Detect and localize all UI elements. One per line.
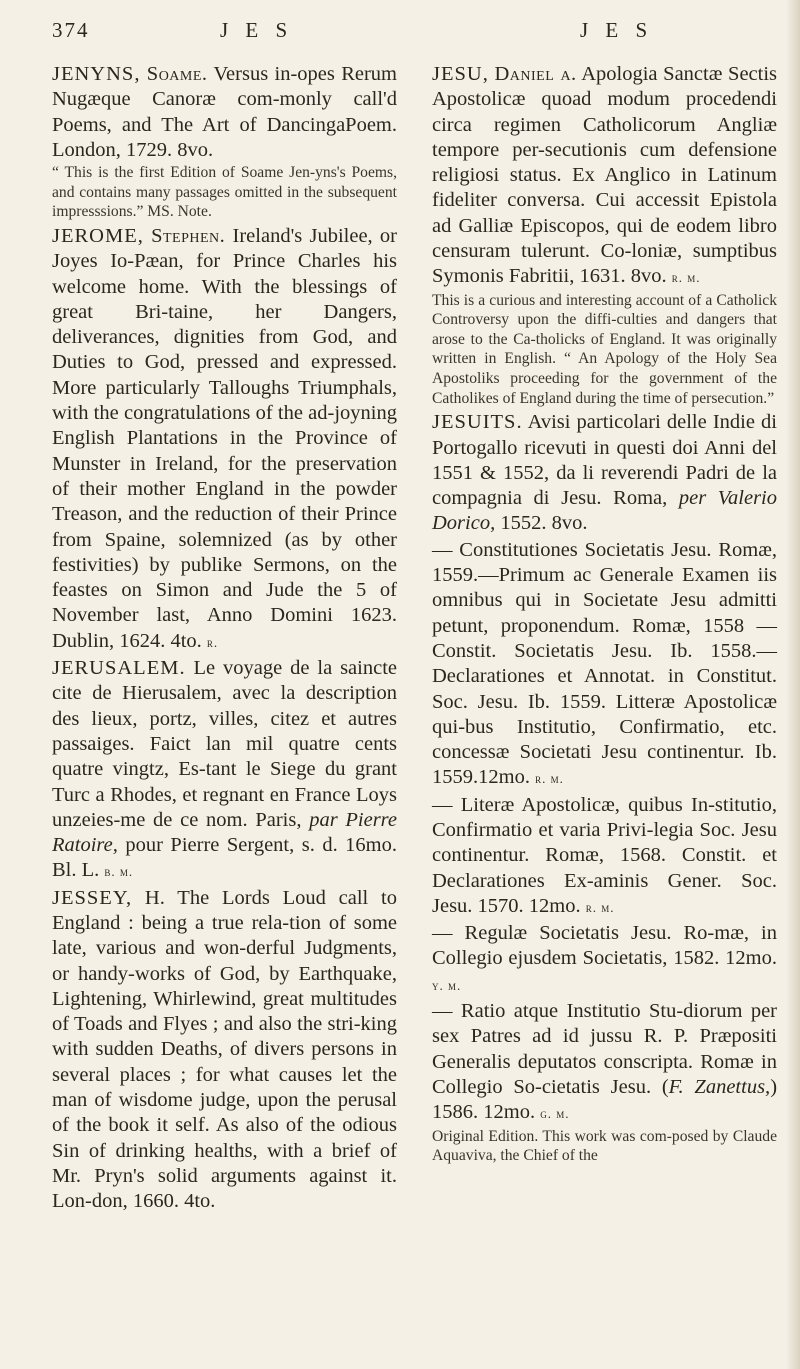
entry-heading: JEROME, — [52, 224, 144, 247]
entry-text: — Regulæ Societatis Jesu. Ro-mæ, in Collegio ejusdem Societatis, 1582. 12mo. — [432, 922, 777, 970]
entry-text: — Constitutiones Societatis Jesu. Romæ, 1559.—Primum ac Generale Examen iis omnibus qui in Societate Jesu admitti petunt, proponendum. Romæ, 1558 — Constit. Societatis Jesu. Ib. 1558.—Declarationes et Annotat. in Constitut. Soc. Jesu. Ib. 1559. Litteræ Apostolicæ qui-bus Institutio, Confirmatio, etc. concessæ Societati Jesu continentur. Ib. 1559.12mo. — [432, 538, 777, 789]
entry-ratio — [432, 999, 777, 1126]
entry-note: “ This is the first Edition of Soame Jen-yns's Poems, and contains many passages omitted in the subsequent impresssions.” MS. Note. — [52, 164, 397, 221]
entry-jerusalem — [52, 656, 397, 885]
library-mark: r. m. — [585, 899, 615, 915]
entry-text: Apologia Sanctæ Sectis Apostolicæ quoad modum procedendi circa regimen Catholicorum Angliæ tempore per-secutionis cum defensione religiosi status. Ex Anglico in Latinum fideliter conversa. Cui accessit Epistola ad Galliæ Episcopos, qui de eodem libro censuram tulerunt. Co-loniæ, sumptibus Symonis Fabritii, 1631. 8vo. — [432, 63, 778, 288]
entry-jenyns — [52, 62, 397, 163]
right-column — [432, 62, 777, 1168]
library-mark: g. m. — [540, 1106, 570, 1122]
running-head-left: J E S — [220, 18, 294, 42]
entry-note: This is a curious and interesting account of a Catholick Controversy upon the diffi-culties and dangers that arose to the Ca-tholicks of England. It was originally written in English. “ An Apology of the Holy Sea Apostoliks proceeding for the government of the Catholikes of England during the time of persecution.” — [432, 291, 777, 407]
entry-text-cont: pour Pierre Sergent, s. d. 16mo. Bl. L. — [52, 834, 398, 882]
entry-jesuits — [432, 410, 777, 536]
entry-heading: JERUSALEM. — [52, 657, 186, 680]
library-mark: r. m. — [535, 771, 564, 787]
library-mark: y. m. — [432, 977, 462, 993]
entry-text: The Lords Loud call to England : being a true rela-tion of some late, various and won-derful Judgments, or handy-works of God, by Earthquake, Lightening, Whirlewind, great multitudes of Toads and Flyes ; and also the stri-king with sudden Deaths, of divers persons in several places ; for what causes let the man of wisdome judge, upon the perusal of the book it self. As also of the odious Sin of drinking healths, with a brief of Mr. Pryn's solid arguments against it. Lon-don, 1660. 4to. — [52, 886, 397, 1213]
page-header — [52, 18, 760, 46]
entry-regulae — [432, 921, 777, 998]
entry-constitutiones — [432, 538, 777, 792]
entry-jerome — [52, 224, 397, 655]
entry-forename: Soame. — [146, 63, 208, 85]
entry-jesu — [432, 62, 777, 291]
entry-forename: Daniel a. — [494, 63, 577, 85]
library-mark: r. m. — [671, 270, 701, 286]
entry-heading: JESSEY, — [52, 886, 133, 909]
entry-literae — [432, 793, 777, 920]
entry-heading: JENYNS, — [52, 63, 141, 85]
entry-forename: H. — [144, 886, 165, 909]
entry-note: Original Edition. This work was com-posed by Claude Aquaviva, the Chief of the — [432, 1127, 777, 1165]
entry-text: Versus in-opes Rerum Nugæque Canoræ com-monly call'd Poems, and The Art of DancingaPoem. London, 1729. 8vo. — [52, 63, 397, 161]
entry-heading: JESUITS. — [432, 411, 523, 434]
entry-forename: Stephen. — [151, 224, 226, 247]
page-number: 374 — [52, 18, 90, 42]
entry-text-cont: ) 1586. 12mo. — [432, 1075, 778, 1124]
entry-text: — Ratio atque Institutio Stu-diorum per sex Patres ad id jussu R. P. Præpositi Generalis deputatos conscripta. Romæ in Collegio So-cietatis Jesu. ( — [432, 1000, 777, 1098]
library-mark: b. m. — [104, 864, 134, 880]
running-head-right: J E S — [580, 18, 654, 42]
entry-text: Ireland's Jubilee, or Joyes Io-Pæan, for Prince Charles his welcome home. With the blessings of great Bri-taine, her Dangers, deliverances, dignities from God, and Duties to God, pressed and expressed. More particularly Talloughs Triumphals, with the congratulations of the ad-joyning English Plantations in the Province of Munster in Ireland, for the preservation of their mother England in the powder Treason, and the reduction of their Prince from Spaine, solemnized (as by other festivities) by publike Sermons, on the feastes on Simon and Jude the 5 of November last, Anno Domini 1623. Dublin, 1624. 4to. — [52, 224, 397, 652]
entry-heading: JESU, — [432, 63, 489, 85]
entry-printer: F. Zanettus, — [668, 1075, 771, 1098]
page-edge-shadow — [786, 0, 800, 1369]
entry-text: — Literæ Apostolicæ, quibus In-stitutio, Confirmatio et varia Privi-legia Soc. Jesu continentur. Romæ, 1568. Constit. et Declarationes Ex-aminis Gener. Soc. Jesu. 1570. 12mo. — [432, 793, 777, 917]
entry-printer: par Pierre Ratoire, — [52, 808, 397, 857]
left-column — [52, 62, 397, 1215]
entry-printer: per Valerio Dorico, — [432, 487, 777, 535]
entry-text: Le voyage de la saincte cite de Hierusalem, avec la description des lieux, portz, villes, citez et autres passaiges. Faict lan mil quatre cents quatre vingtz, Es-tant le Siege du grant Turc a Rhodes, et regnant en France Loys unzeies-me de ce nom. Paris, — [52, 657, 397, 831]
entry-text: Avisi particolari delle Indie di Portogallo ricevuti in questi doi Anni del 1551 & 1552, da li reverendi Padri de la compagnia di Jesu. Roma, — [432, 411, 777, 510]
entry-text-cont: 1552. 8vo. — [500, 512, 588, 535]
library-mark: r. — [206, 634, 219, 650]
entry-jessey — [52, 886, 397, 1215]
